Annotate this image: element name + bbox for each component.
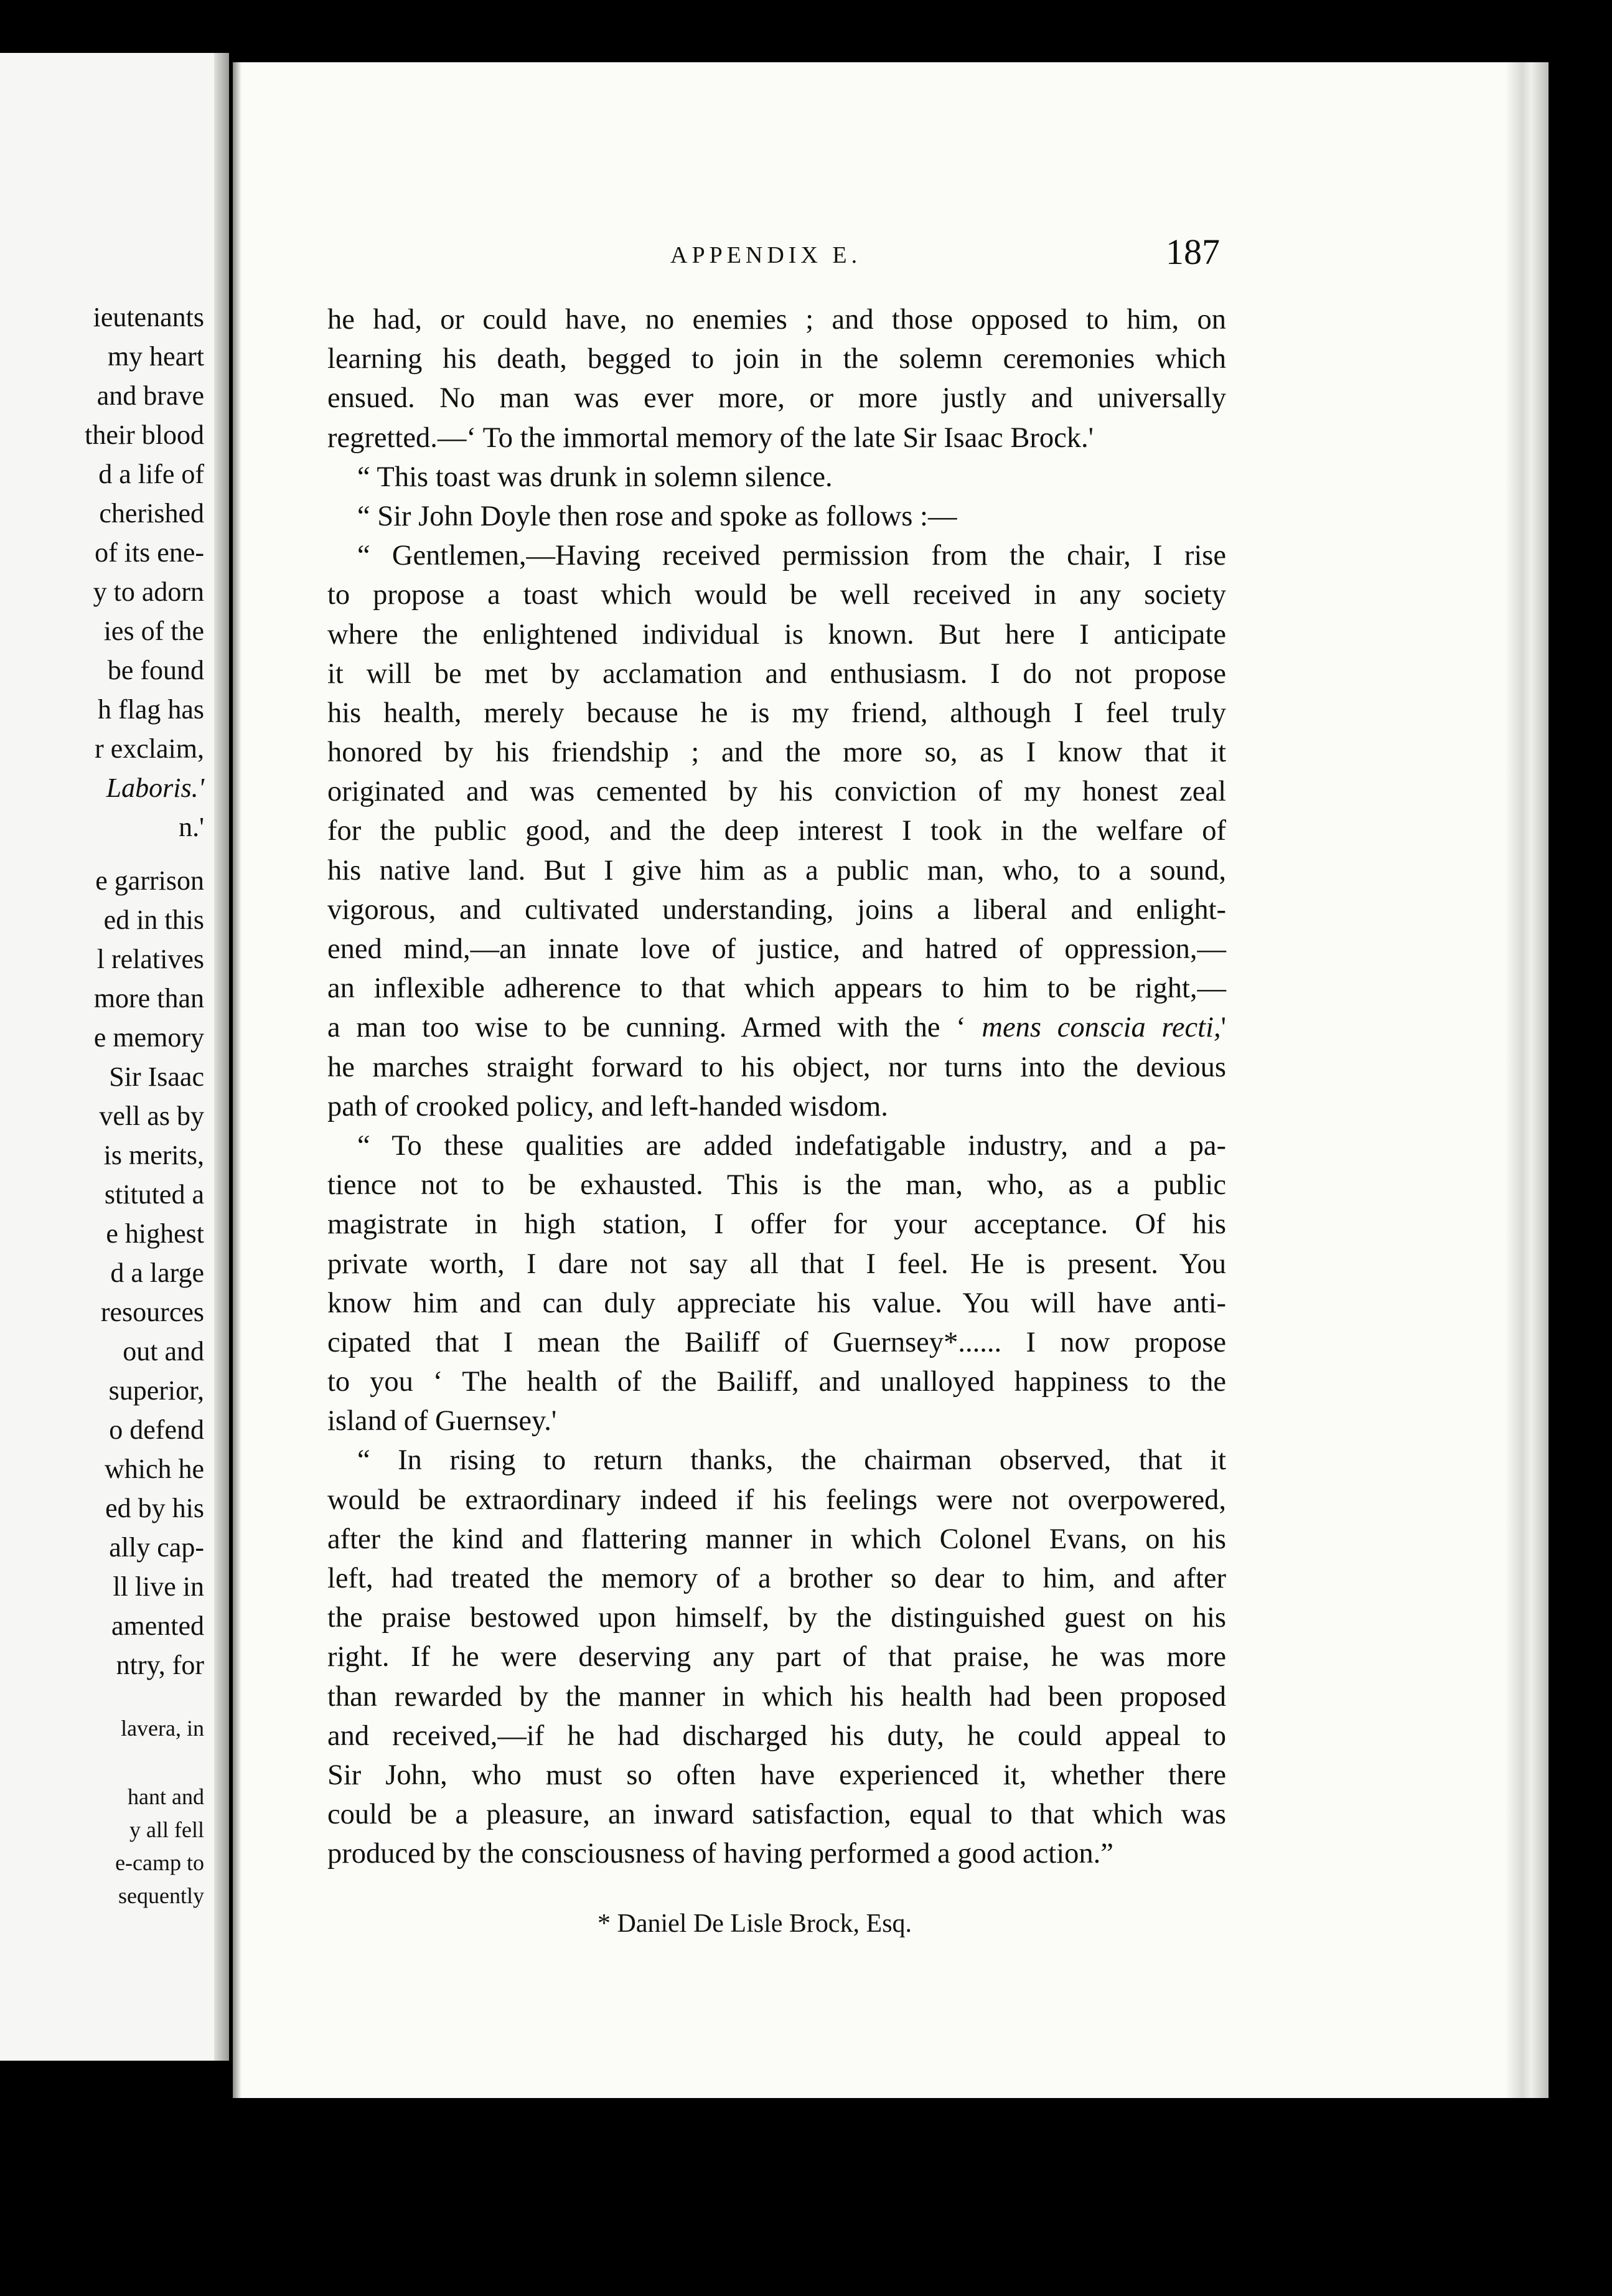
left-page-line: stituted a [104,1179,204,1210]
body-line: an inflexible adherence to that which appears to him to be right,— [327,972,1226,1005]
body-line: a man too wise to be cunning. Armed with the ‘ mens conscia recti,' [327,1012,1226,1044]
left-page-line: vell as by [99,1101,204,1131]
left-page-line: be found [107,655,204,685]
left-page-line: ntry, for [116,1650,204,1680]
left-page-line: is merits, [103,1140,204,1170]
body-line: path of crooked policy, and left-handed wisdom. [327,1090,888,1122]
body-line: right. If he were deserving any part of that praise, he was more [327,1641,1226,1673]
body-line: tience not to be exhausted. This is the man, who, as a public [327,1169,1226,1202]
left-page-line: superior, [108,1375,204,1406]
left-page-line: resources [100,1297,204,1327]
left-page-line: cherished [99,498,204,529]
left-page-line: ed by his [105,1493,204,1523]
left-page-line: d a large [110,1258,204,1288]
running-head: APPENDIX E. [670,242,862,268]
body-text [327,300,1226,1874]
body-line: regretted.—‘ To the immortal memory of the late Sir Isaac Brock.' [327,421,1094,454]
left-page-gutter [214,53,229,2061]
body-line: “ This toast was drunk in solemn silence. [357,461,833,493]
body-line: originated and was cemented by his conviction of my honest zeal [327,776,1226,808]
left-page-line: n.' [179,812,204,842]
left-page-line: amented [111,1611,204,1641]
left-page-line: d a life of [98,459,204,489]
body-line: learning his death, begged to join in the solemn ceremonies which [327,343,1226,375]
body-line: honored by his friendship ; and the more so, as I know that it [327,736,1226,769]
footnote: * Daniel De Lisle Brock, Esq. [597,1909,912,1938]
left-page-line: o defend [109,1414,204,1445]
body-line: he had, or could have, no enemies ; and those opposed to him, on [327,304,1226,336]
body-line: “ Sir John Doyle then rose and spoke as follows :— [357,500,957,532]
body-line: cipated that I mean the Bailiff of Guernsey*...... I now propose [327,1326,1226,1358]
right-page-inner-edge [233,62,241,2098]
left-page-line: r exclaim, [95,733,204,764]
left-page-line: Laboris.' [106,773,204,803]
body-line: know him and can duly appreciate his value. You will have anti- [327,1287,1226,1319]
left-page-line: and brave [96,380,204,411]
body-line: for the public good, and the deep interest I took in the welfare of [327,815,1226,847]
left-page-line: l relatives [96,944,204,974]
body-line: produced by the consciousness of having performed a good action.” [327,1838,1113,1870]
body-line: he marches straight forward to his object, nor turns into the devious [327,1051,1226,1083]
body-line: his native land. But I give him as a public man, who, to a sound, [327,854,1226,887]
body-line: it will be met by acclamation and enthusiasm. I do not propose [327,657,1226,690]
body-line: “ To these qualities are added indefatigable industry, and a pa- [357,1129,1226,1162]
left-page-line: hant and [128,1784,204,1809]
left-page-line: e highest [106,1218,204,1249]
right-page-outer-edge [1505,62,1549,2098]
body-line: to you ‘ The health of the Bailiff, and unalloyed happiness to the [327,1366,1226,1398]
left-page-line: sequently [118,1883,204,1908]
body-line: “ In rising to return thanks, the chairman observed, that it [357,1444,1226,1477]
left-page-line: ieutenants [93,302,204,332]
body-line: the praise bestowed upon himself, by the distinguished guest on his [327,1602,1226,1634]
left-page-line: ally cap- [109,1532,204,1563]
left-page-line: which he [104,1454,204,1484]
body-line: to propose a toast which would be well received in any society [327,579,1226,611]
left-page-line: lavera, in [121,1716,204,1741]
left-page-line: of its ene- [95,537,204,568]
body-line: after the kind and flattering manner in which Colonel Evans, on his [327,1523,1226,1555]
page-number: 187 [1166,232,1220,272]
body-line: magistrate in high station, I offer for your acceptance. Of his [327,1208,1226,1241]
left-page-line: ll live in [113,1571,204,1602]
left-page [0,53,229,2061]
body-line: his health, merely because he is my friend, although I feel truly [327,697,1226,729]
body-line: private worth, I dare not say all that I feel. He is present. You [327,1248,1226,1280]
body-line: left, had treated the memory of a brother so dear to him, and after [327,1563,1226,1594]
left-page-line: h flag has [97,694,204,725]
body-line: ened mind,—an innate love of justice, and hatred of oppression,— [327,933,1226,965]
left-page-line: y all fell [129,1817,204,1842]
left-page-line: e-camp to [115,1850,204,1875]
body-line: than rewarded by the manner in which his health had been proposed [327,1680,1226,1713]
left-page-line: Sir Isaac [109,1061,204,1092]
body-line: vigorous, and cultivated understanding, joins a liberal and enlight- [327,893,1226,926]
left-page-line: ed in this [103,905,204,935]
body-line: could be a pleasure, an inward satisfaction, equal to that which was [327,1799,1226,1831]
body-line: ensued. No man was ever more, or more justly and universally [327,382,1226,415]
left-page-line: out and [123,1336,204,1367]
body-line: where the enlightened individual is known. But here I anticipate [327,618,1226,651]
left-page-line: more than [93,983,204,1014]
body-line: “ Gentlemen,—Having received permission from the chair, I rise [357,540,1226,572]
left-page-line: their blood [85,420,204,450]
body-line: island of Guernsey.' [327,1405,557,1437]
body-line: Sir John, who must so often have experienced it, whether there [327,1759,1226,1791]
body-line: would be extraordinary indeed if his feelings were not overpowered, [327,1484,1226,1516]
left-page-line: ies of the [103,616,204,646]
left-page-line: my heart [107,341,204,372]
body-line: and received,—if he had discharged his duty, he could appeal to [327,1720,1226,1752]
left-page-line: e garrison [95,865,204,896]
left-page-line: y to adorn [93,576,204,607]
left-page-line: e memory [93,1022,204,1053]
